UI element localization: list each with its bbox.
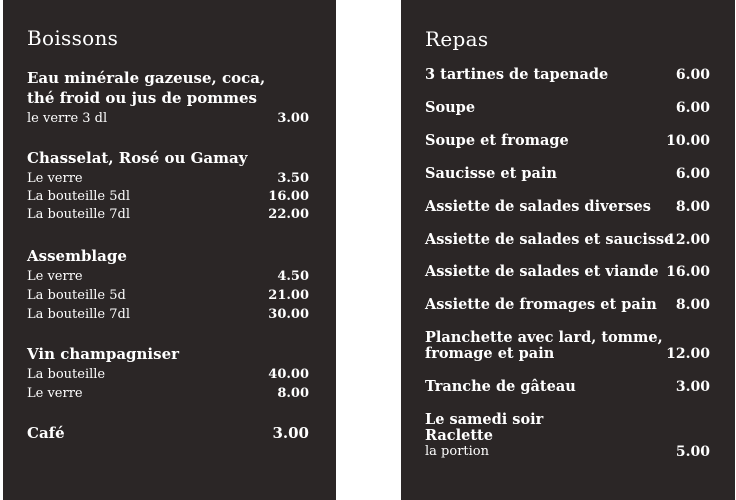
planchette-line1: Planchette avec lard, tomme, bbox=[425, 329, 663, 346]
raclette-price: 5.00 bbox=[675, 444, 710, 460]
tranche-row bbox=[425, 379, 710, 395]
vin-row-2-label: Le verre bbox=[27, 386, 83, 401]
chasselat-row-1-label: Le verre bbox=[27, 171, 83, 186]
meal-row-2-label: Soupe bbox=[425, 99, 476, 116]
meal-row-5 bbox=[425, 199, 710, 215]
meal-row-7 bbox=[425, 264, 710, 280]
boissons-panel bbox=[3, 0, 336, 500]
meal-row-6-price: 12.00 bbox=[666, 232, 710, 248]
raclette-line1: Le samedi soir bbox=[425, 411, 544, 428]
meal-row-4-price: 6.00 bbox=[675, 166, 710, 182]
vin-row-1-price: 40.00 bbox=[268, 367, 309, 382]
boissons-title: Boissons bbox=[27, 26, 119, 50]
raclette-line2: Raclette bbox=[425, 427, 493, 444]
meal-row-4 bbox=[425, 166, 710, 182]
chasselat-row-3-label: La bouteille 7dl bbox=[27, 207, 131, 222]
meal-row-1-price: 6.00 bbox=[675, 67, 710, 83]
chasselat-row-1-price: 3.50 bbox=[277, 171, 309, 186]
repas-title: Repas bbox=[425, 27, 489, 51]
planchette-row bbox=[425, 330, 710, 362]
meal-row-2-price: 6.00 bbox=[675, 100, 710, 116]
cafe-price: 3.00 bbox=[272, 424, 309, 442]
vin-row-2-price: 8.00 bbox=[277, 386, 309, 401]
meal-row-7-label: Assiette de salades et viande bbox=[425, 263, 659, 280]
tranche-label: Tranche de gâteau bbox=[425, 378, 576, 395]
vin-row-1-label: La bouteille bbox=[27, 367, 106, 382]
tranche-price: 3.00 bbox=[675, 379, 710, 395]
raclette-note: la portion bbox=[425, 444, 489, 459]
meal-row-1 bbox=[425, 67, 710, 83]
meal-row-6 bbox=[425, 232, 710, 248]
meal-row-8-price: 8.00 bbox=[675, 297, 710, 313]
meal-row-8-label: Assiette de fromages et pain bbox=[425, 296, 657, 313]
meal-row-4-label: Saucisse et pain bbox=[425, 165, 557, 182]
planchette-line2: fromage et pain bbox=[425, 345, 555, 362]
meal-row-5-price: 8.00 bbox=[675, 199, 710, 215]
assemblage-row-2-label: La bouteille 5d bbox=[27, 288, 126, 303]
meal-row-3-label: Soupe et fromage bbox=[425, 132, 569, 149]
eau-heading-line2: thé froid ou jus de pommes bbox=[27, 89, 257, 107]
eau-price: 3.00 bbox=[277, 111, 309, 126]
eau-heading-line1: Eau minérale gazeuse, coca, bbox=[27, 69, 266, 87]
meal-row-3 bbox=[425, 133, 710, 149]
raclette-row bbox=[425, 412, 710, 460]
eau-sub-label: le verre 3 dl bbox=[27, 111, 108, 126]
repas-panel bbox=[401, 0, 735, 500]
assemblage-row-3-label: La bouteille 7dl bbox=[27, 307, 131, 322]
assemblage-heading: Assemblage bbox=[27, 247, 127, 265]
assemblage-row-3-price: 30.00 bbox=[268, 307, 309, 322]
chasselat-row-2-label: La bouteille 5dl bbox=[27, 189, 131, 204]
meal-row-1-label: 3 tartines de tapenade bbox=[425, 66, 609, 83]
meal-row-3-price: 10.00 bbox=[666, 133, 710, 149]
cafe-label: Café bbox=[27, 424, 65, 442]
planchette-price: 12.00 bbox=[666, 346, 710, 362]
meal-row-7-price: 16.00 bbox=[666, 264, 710, 280]
meal-row-8 bbox=[425, 297, 710, 313]
meal-row-2 bbox=[425, 100, 710, 116]
assemblage-row-2-price: 21.00 bbox=[268, 288, 309, 303]
assemblage-row-1-label: Le verre bbox=[27, 269, 83, 284]
chasselat-row-2-price: 16.00 bbox=[268, 189, 309, 204]
assemblage-row-1-price: 4.50 bbox=[277, 269, 309, 284]
vin-heading: Vin champagniser bbox=[27, 345, 180, 363]
meal-row-5-label: Assiette de salades diverses bbox=[425, 198, 651, 215]
meal-row-6-label: Assiette de salades et saucisse bbox=[425, 231, 674, 248]
chasselat-heading: Chasselat, Rosé ou Gamay bbox=[27, 149, 248, 167]
chasselat-row-3-price: 22.00 bbox=[268, 207, 309, 222]
